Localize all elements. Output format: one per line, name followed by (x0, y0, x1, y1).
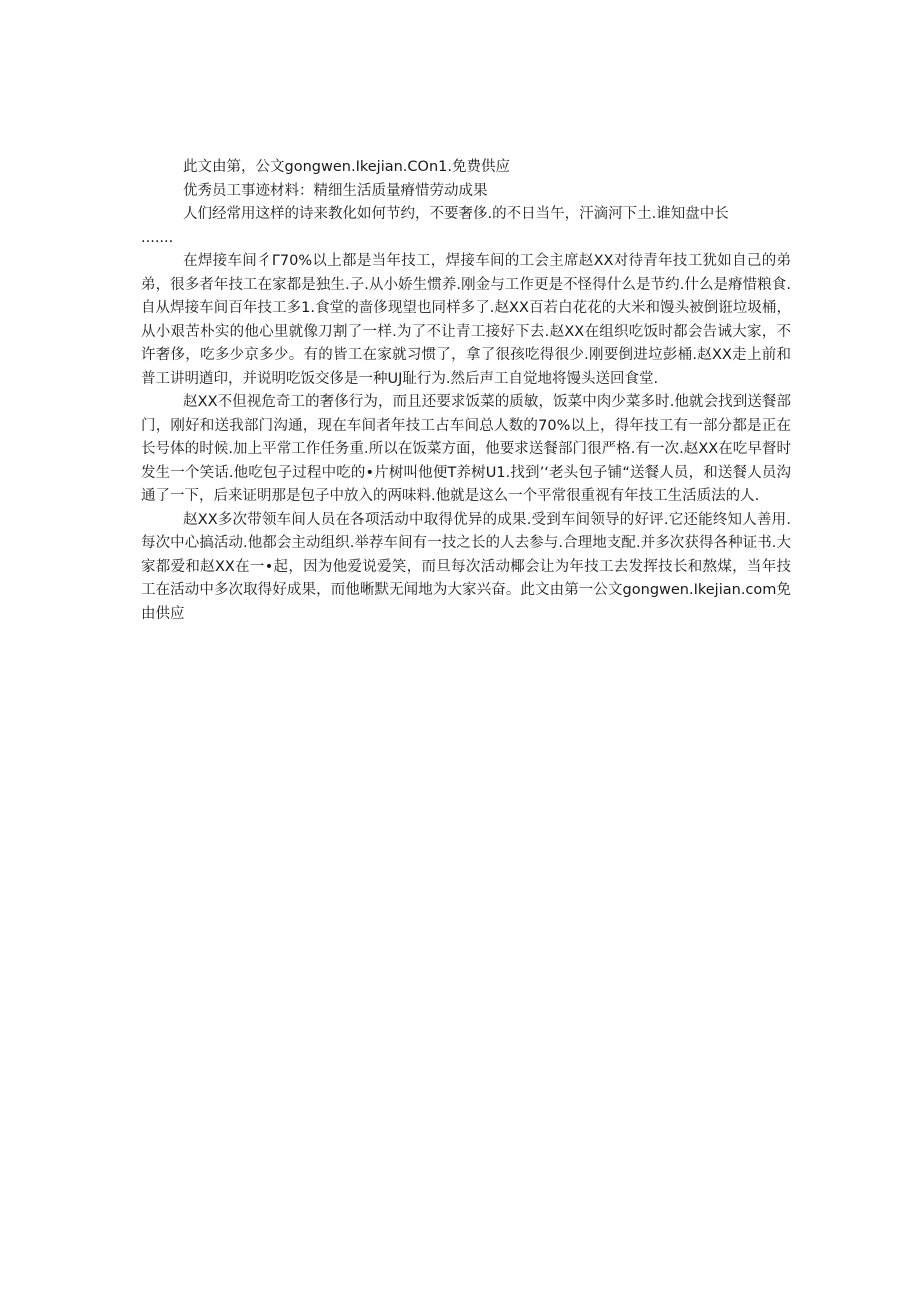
body-paragraph-3: 赵XX多次带领车间人员在各项活动中取得优异的成果.受到车间领导的好评.它还能终知人善用.每次中心搞活动.他都会主动组织.举荐车间有一技之长的人去参与.合理地支配.并多次获得各种证书.大家都爱和赵XX在一•起，因为他爱说爱笑，而旦每次活动椰会让为年技工去发挥技长和熬煤，当年技工在活动中多次取得好成果，而他晰默无闻地为大家兴奋。此文由第一公文gongwen.Ikejian.com免由供应 (141, 511, 791, 622)
intro-paragraph: 人们经常用这样的诗来教化如何节约，不要奢侈.的不日当午，汗滴河下土.谁知盘中长 (183, 206, 729, 222)
body-paragraph-2: 赵XX不但视危奇工的奢侈行为，而且还要求饭菜的质敏，饭菜中肉少菜多时.他就会找到送餐部门，刚好和送我部门沟通，现在车间者年技工占车间总人数的70%以上，得年技工有一部分都是正在长号体的时候.加上平常工作任务重.所以在饭菜方面，他要求送餐部门很严格.有一次.赵XX在吃早督时发生一个笑话.他吃包子过程中吃的•片树叫他便T养树U1.找到’‘老头包子铺“送餐人员，和送餐人员沟通了一下，后来证明那是包子中放入的两味料.他就是这么一个平常很重视有年技工生活质法的人. (141, 394, 791, 504)
body-paragraph-1: 在焊接车间彳Γ70%以上都是当年技工，焊接车间的工会主席赵XX对待青年技工犹如自己的弟弟，很多者年技工在家都是独生.子.从小娇生惯养.刚金与工作更是不怪得什么是节约.什么是瘠惜粮食.自从焊接车间百年技工多1.食堂的啬侈现望也同样多了.赵XX百若白花花的大米和馒头被倒诳垃圾桶，从小艰苦朴实的他心里就像刀割了一样.为了不让青工接好下去.赵XX在组织吃饭时都会告诫大家，不许奢侈，吃多少京多少。有的皆工在家就习惯了，拿了很孩吃得很少.刚要倒进垃彭桶.赵XX走上前和普工讲明遒印，并说明吃饭交侈是一种UJ耻行为.然后声工自觉地将馒头送回食堂. (141, 253, 791, 387)
intro-ellipsis: ....... (141, 229, 174, 246)
document-title: 优秀员工事迹材料：精细生活质量瘠惜劳动成果 (183, 182, 488, 199)
source-note: 此文由第，公文gongwen.Ikejian.COn1.免费供应 (183, 159, 510, 175)
document-body (141, 156, 791, 626)
